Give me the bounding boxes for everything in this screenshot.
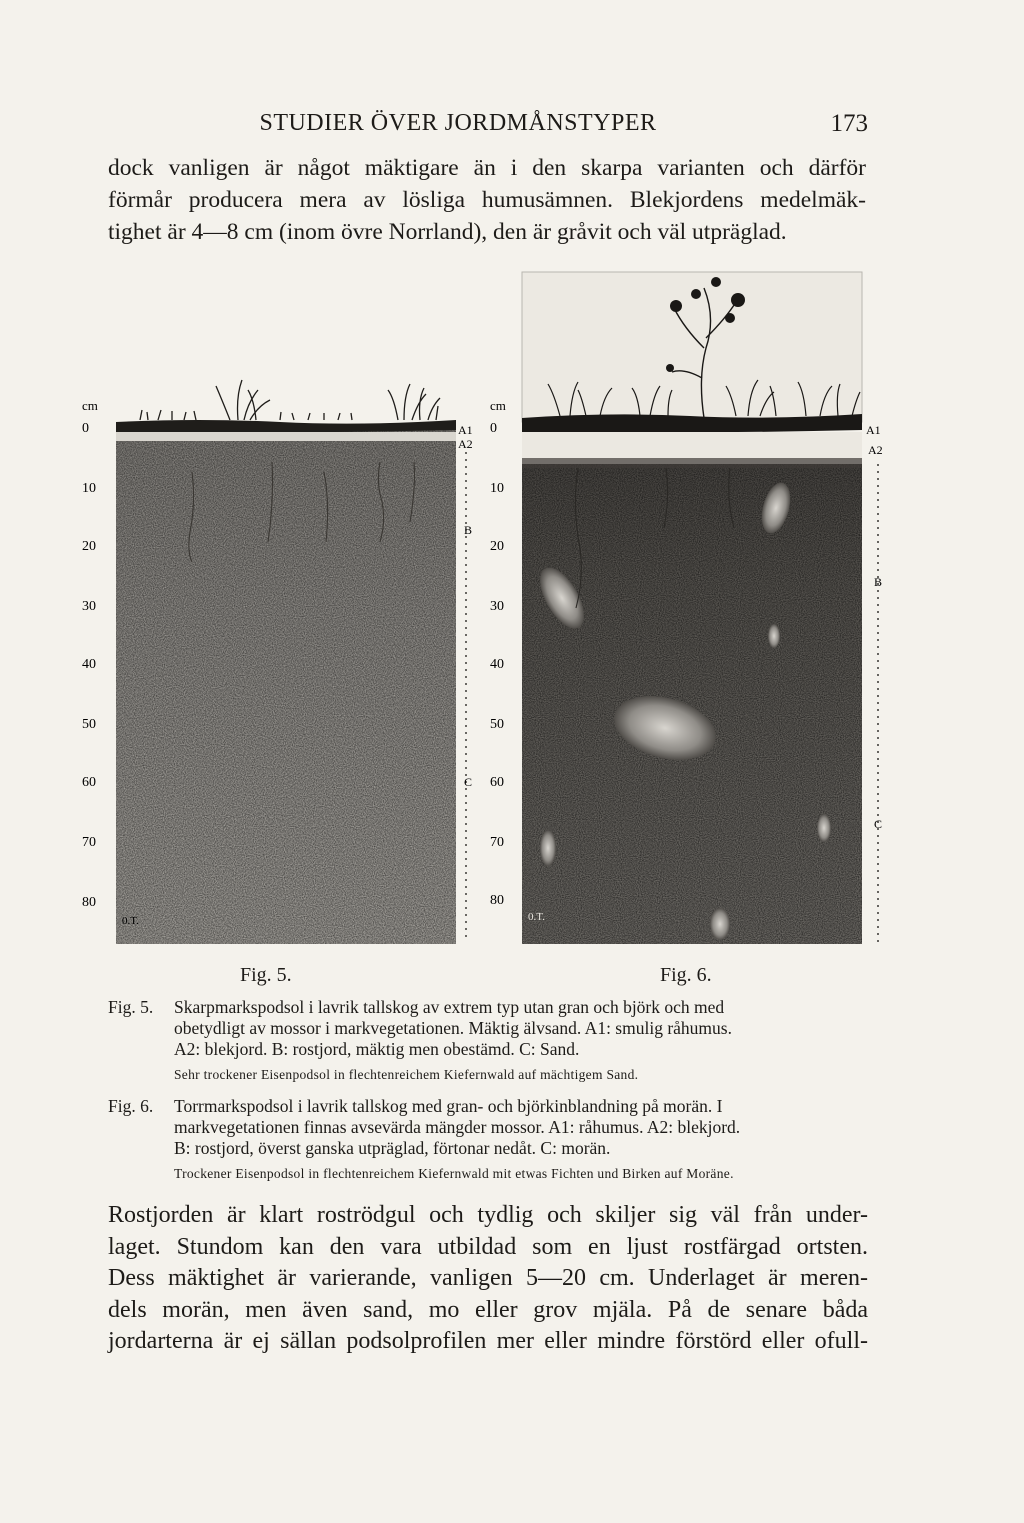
depth-tick: 80 — [490, 893, 504, 908]
bleached-layer — [116, 432, 456, 441]
body-paragraph — [108, 1200, 868, 1358]
text-line: laget. Stundom kan den vara utbildad som en ljust rostfärgad ortsten. — [108, 1233, 868, 1260]
depth-tick: 10 — [82, 481, 96, 496]
depth-tick: 40 — [82, 657, 96, 672]
page-number: 173 — [830, 110, 868, 137]
horizon-labels — [458, 423, 473, 789]
caption-line: markvegetationen finnas avsevärda mängder mossor. A1: råhumus. A2: blekjord. — [174, 1117, 741, 1137]
horizon-label-b: B — [464, 523, 473, 537]
depth-tick: 80 — [82, 895, 96, 910]
depth-tick: 70 — [82, 835, 96, 850]
depth-tick: 20 — [490, 539, 504, 554]
soil-profile-illustration-5 — [80, 362, 500, 952]
caption-line: obetydligt av mossor i markvegetationen. Mäktig älvsand. A1: smulig råhumus. — [174, 1018, 732, 1038]
horizon-label-c: C — [464, 775, 473, 789]
text-line: Dess mäktighet är varierande, vanligen 5—20 cm. Underlaget är meren- — [108, 1265, 868, 1291]
depth-tick: 50 — [82, 717, 96, 732]
depth-tick: 20 — [82, 539, 96, 554]
depth-tick: 60 — [490, 775, 504, 790]
horizon-label-a2: A2 — [868, 443, 883, 457]
stone — [710, 908, 730, 940]
caption-line — [108, 1096, 868, 1117]
text-line: tighet är 4—8 cm (inom övre Norrland), den är gråvit och väl utpräglad. — [108, 219, 787, 245]
caption-text: Torrmarkspodsol i lavrik tallskog med gran- och björkinblandning på morän. I — [174, 1096, 723, 1116]
soil-grain — [116, 426, 456, 944]
caption-figure-6 — [108, 1096, 868, 1184]
horizon-label-a2: A2 — [458, 437, 473, 451]
text-line: förmår producera mera av lösliga humusämnen. Blekjordens medelmäk- — [108, 187, 866, 213]
depth-tick: 40 — [490, 657, 504, 672]
caption-line — [108, 997, 868, 1018]
caption-figure-5 — [108, 997, 868, 1085]
text-line: dels morän, men även sand, mo eller grov mjäla. På de senare båda — [108, 1296, 868, 1323]
figure-5 — [80, 362, 500, 952]
lichen-vegetation — [140, 380, 440, 420]
stone — [817, 814, 831, 842]
intro-paragraph — [108, 152, 866, 248]
running-title: STUDIER ÖVER JORDMÅNSTYPER — [259, 110, 657, 136]
horizon-label-c: C — [874, 817, 883, 831]
text-line: jordarterna är ej sällan podsolprofilen mer eller mindre förstörd eller ofull- — [108, 1328, 868, 1354]
caption-prefix: Fig. 6. — [108, 1096, 154, 1116]
horizon-label-a1: A1 — [866, 423, 881, 437]
depth-tick: 30 — [490, 599, 504, 614]
artist-mark: 0.T. — [122, 915, 139, 927]
caption-line: A2: blekjord. B: rostjord, mäktig men obestämd. C: Sand. — [174, 1039, 580, 1059]
soil-grain — [522, 464, 862, 944]
depth-scale — [490, 421, 504, 908]
humus-layer — [522, 414, 862, 433]
horizon-label-b: B — [874, 575, 883, 589]
figure-5-label: Fig. 5. — [240, 964, 292, 986]
unit-label: cm — [82, 398, 98, 413]
unit-label: cm — [490, 398, 506, 413]
depth-tick: 30 — [82, 599, 96, 614]
caption-line: B: rostjord, överst ganska utpräglad, förtonar nedåt. C: morän. — [174, 1138, 611, 1158]
caption-prefix: Fig. 5. — [108, 997, 154, 1017]
text-line: Rostjorden är klart roströdgul och tydlig och skiljer sig väl från under- — [108, 1202, 868, 1228]
illuvial-top — [522, 458, 862, 468]
depth-tick: 60 — [82, 775, 96, 790]
humus-layer — [116, 420, 456, 433]
soil-profile-illustration-6 — [490, 268, 910, 952]
text-line: dock vanligen är något mäktigare än i den skarpa varianten och därför — [108, 155, 866, 181]
artist-mark: 0.T. — [528, 911, 545, 923]
depth-tick: 0 — [490, 421, 497, 436]
depth-tick: 50 — [490, 717, 504, 732]
depth-scale — [82, 421, 96, 910]
figure-6-label: Fig. 6. — [660, 964, 712, 986]
depth-tick: 10 — [490, 481, 504, 496]
stone — [540, 830, 556, 866]
figure-6 — [490, 268, 910, 952]
running-head — [108, 110, 868, 144]
caption-german: Sehr trockener Eisenpodsol in flechtenreichem Kiefernwald auf mächtigem Sand. — [174, 1067, 639, 1082]
depth-tick: 0 — [82, 421, 89, 436]
caption-german: Trockener Eisenpodsol in flechtenreichem Kiefernwald mit etwas Fichten und Birken auf Moräne. — [174, 1166, 734, 1181]
caption-text: Skarpmarkspodsol i lavrik tallskog av extrem typ utan gran och björk och med — [174, 997, 725, 1017]
depth-tick: 70 — [490, 835, 504, 850]
horizon-labels — [866, 423, 883, 831]
horizon-label-a1: A1 — [458, 423, 473, 437]
stone — [768, 624, 780, 648]
